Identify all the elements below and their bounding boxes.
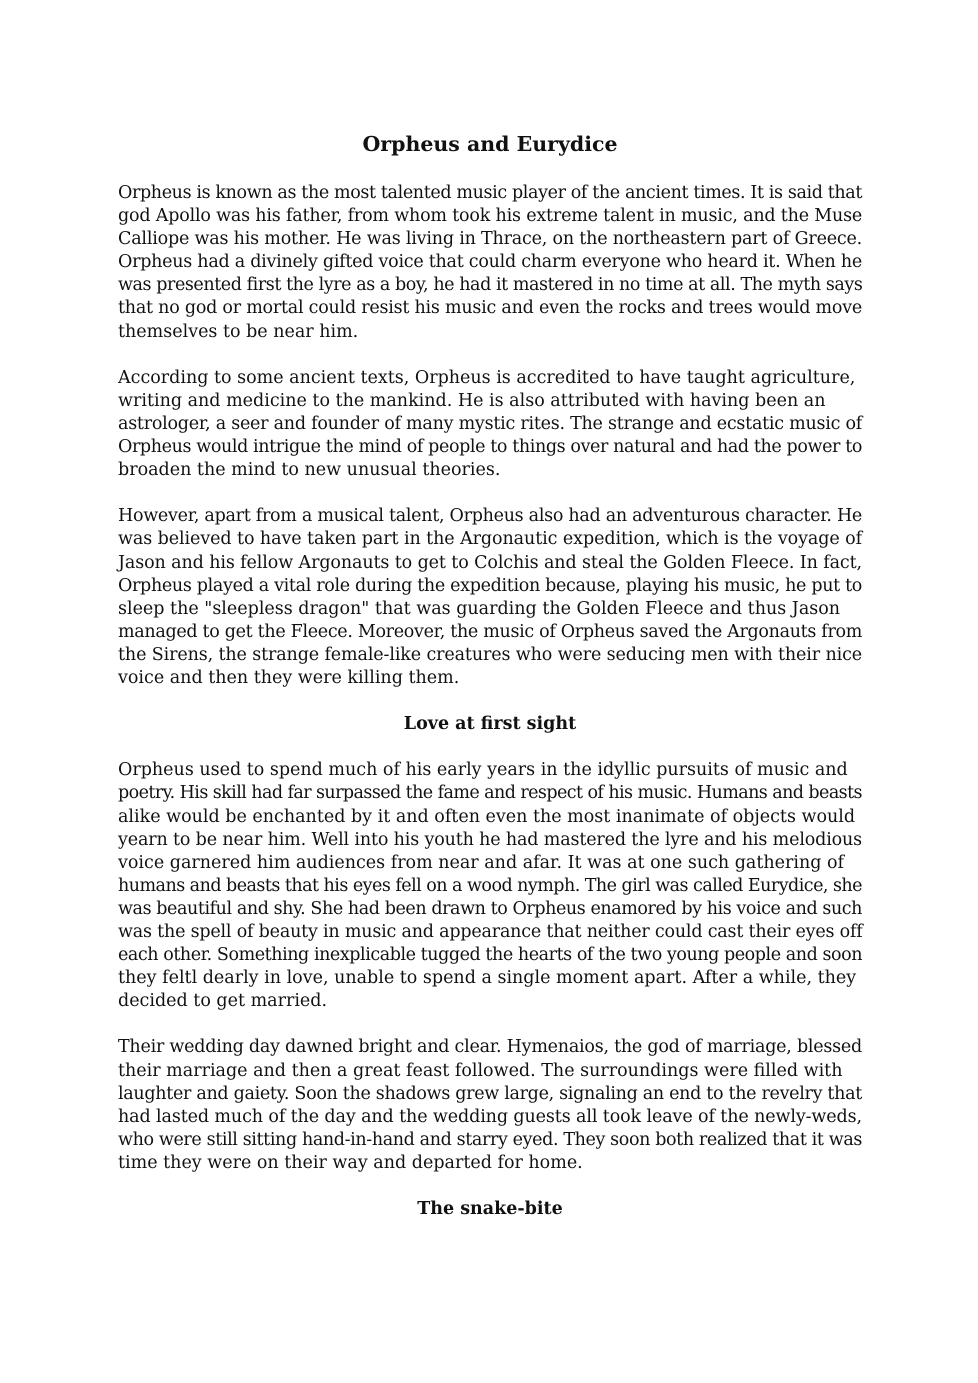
text-line: was beautiful and shy. She had been drawn to Orpheus enamored by his voice and such [118, 898, 863, 919]
text-line: However, apart from a musical talent, Orpheus also had an adventurous character. He [118, 506, 863, 527]
text-line: themselves to be near him. [118, 321, 359, 342]
text-line: Orpheus is known as the most talented music player of the ancient times. It is said that [118, 183, 863, 203]
spacer [118, 1013, 862, 1036]
text-line: Orpheus would intrigue the mind of people to things over natural and had the power to [118, 437, 862, 458]
text-line: Orpheus played a vital role during the expedition because, playing his music, he put to [118, 575, 863, 596]
text-line: each other. Something inexplicable tugged the hearts of the two young people and soon [118, 945, 863, 966]
text-line: they feltl dearly in love, unable to spend a single moment apart. After a while, they [118, 968, 857, 989]
text-line: Orpheus used to spend much of his early years in the idyllic pursuits of music and [118, 760, 848, 781]
text-line: Jason and his fellow Argonauts to get to Colchis and steal the Golden Fleece. In fact, [118, 552, 862, 573]
spacer [118, 160, 862, 182]
text-line: voice and then they were killing them. [118, 667, 460, 688]
section-heading-love-at-first-sight: Love at first sight [403, 714, 577, 735]
spacer [118, 736, 862, 759]
text-line: According to some ancient texts, Orpheus is accredited to have taught agriculture, [118, 367, 856, 388]
document-page [118, 128, 862, 1221]
section-heading-the-snake-bite: The snake-bite [417, 1199, 563, 1220]
text-line: who were still sitting hand-in-hand and starry eyed. They soon both realized that it was [118, 1129, 863, 1150]
paragraph-2 [118, 367, 862, 482]
text-line: was the spell of beauty in music and appearance that neither could cast their eyes off [118, 922, 863, 942]
text-line: Calliope was his mother. He was living in Thrace, on the northeastern part of Greece. [118, 229, 863, 250]
text-line: broaden the mind to new unusual theories. [118, 460, 501, 481]
text-line: astrologer, a seer and founder of many mystic rites. The strange and ecstatic music of [118, 413, 863, 434]
text-line: had lasted much of the day and the wedding guests all took leave of the newly-weds, [118, 1106, 862, 1127]
text-line: managed to get the Fleece. Moreover, the music of Orpheus saved the Argonauts from [118, 621, 863, 642]
text-line: decided to get married. [118, 991, 328, 1012]
spacer [118, 1175, 862, 1198]
text-line: their marriage and then a great feast followed. The surroundings were filled with [118, 1060, 843, 1081]
text-line: Orpheus had a divinely gifted voice that could charm everyone who heard it. When he [118, 252, 862, 273]
text-line: time they were on their way and departed for home. [118, 1152, 583, 1173]
paragraph-5 [118, 1036, 862, 1175]
paragraph-3 [118, 505, 862, 690]
paragraph-1 [118, 182, 862, 344]
text-line: humans and beasts that his eyes fell on a wood nymph. The girl was called Eurydice, she [118, 875, 862, 896]
text-line: yearn to be near him. Well into his youth he had mastered the lyre and his melodious [118, 829, 862, 850]
spacer [118, 344, 862, 367]
text-line: was presented first the lyre as a boy, he had it mastered in no time at all. The myth says [118, 275, 863, 296]
text-line: sleep the "sleepless dragon" that was guarding the Golden Fleece and thus Jason [118, 598, 841, 619]
text-line: alike would be enchanted by it and often even the most inanimate of objects would [118, 806, 856, 827]
text-line: that no god or mortal could resist his music and even the rocks and trees would move [118, 298, 862, 319]
text-line: Their wedding day dawned bright and clear. Hymenaios, the god of marriage, blessed [118, 1037, 862, 1058]
paragraph-4 [118, 759, 862, 1013]
text-line: was believed to have taken part in the Argonautic expedition, which is the voyage of [118, 529, 862, 550]
text-line: the Sirens, the strange female-like creatures who were seducing men with their nice [118, 644, 862, 665]
spacer [118, 482, 862, 505]
text-line: poetry. His skill had far surpassed the fame and respect of his music. Humans and beasts [118, 783, 862, 804]
text-line: laughter and gaiety. Soon the shadows grew large, signaling an end to the revelry that [118, 1083, 862, 1104]
document-title: Orpheus and Eurydice [362, 132, 618, 156]
text-line: god Apollo was his father, from whom took his extreme talent in music, and the Muse [118, 206, 863, 227]
text-line: voice garnered him audiences from near and afar. It was at one such gathering of [118, 852, 845, 873]
text-line: writing and medicine to the mankind. He is also attributed with having been an [118, 390, 826, 411]
spacer [118, 690, 862, 713]
